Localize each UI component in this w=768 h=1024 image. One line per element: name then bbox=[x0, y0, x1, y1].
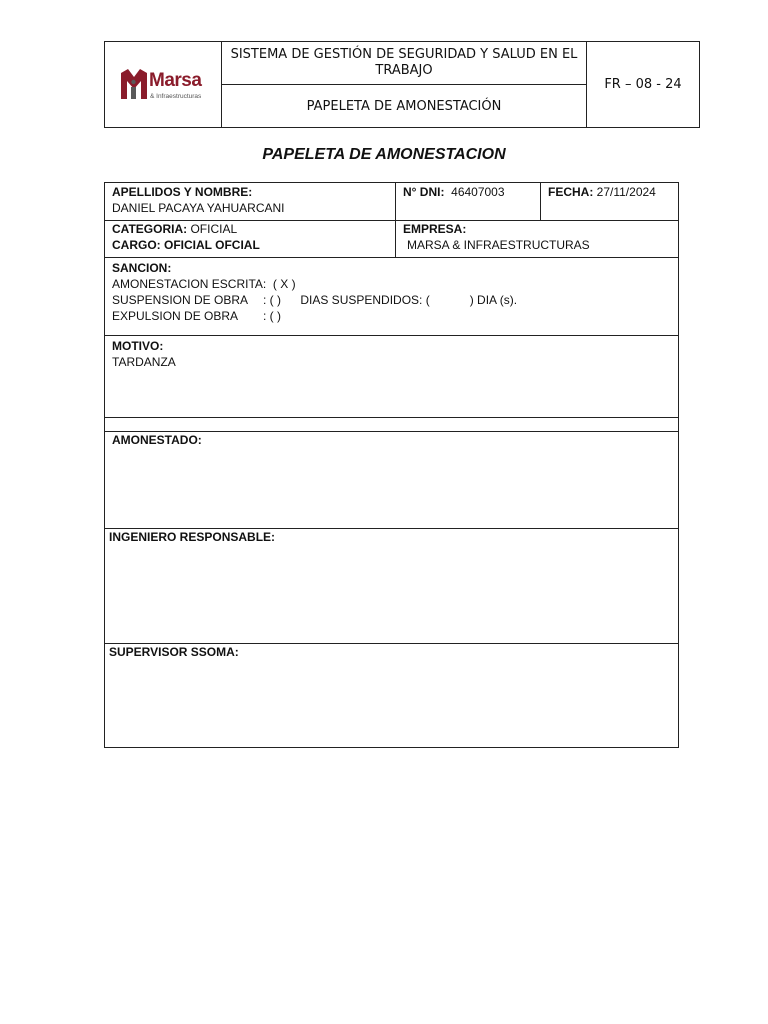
category-cell bbox=[105, 221, 396, 257]
sanction-written-line bbox=[112, 276, 671, 292]
sanction-expulsion-line bbox=[112, 308, 671, 324]
logo-cell bbox=[105, 42, 222, 127]
row-supervisor-signature bbox=[105, 644, 678, 747]
engineer-cell bbox=[105, 529, 678, 643]
company-logo bbox=[119, 67, 214, 107]
sanction-written-text: AMONESTACION ESCRITA: bbox=[112, 277, 267, 291]
dni-label: N° DNI: bbox=[403, 185, 445, 199]
sanction-cell bbox=[105, 258, 678, 335]
position-label: CARGO: bbox=[112, 238, 161, 252]
dni-value: 46407003 bbox=[451, 185, 505, 199]
warned-label: AMONESTADO: bbox=[112, 433, 202, 447]
reason-value: TARDANZA bbox=[112, 355, 176, 369]
sanction-written-mark: ( X ) bbox=[272, 277, 296, 291]
sanction-suspension-mark: : ( ) bbox=[263, 293, 281, 307]
engineer-label: INGENIERO RESPONSABLE: bbox=[109, 530, 276, 544]
row-reason bbox=[105, 336, 678, 418]
warned-cell bbox=[105, 432, 678, 528]
name-label: APELLIDOS Y NOMBRE: bbox=[112, 185, 253, 199]
sanction-days-text: DIAS SUSPENDIDOS: ( ) DIA (s). bbox=[300, 293, 518, 307]
sanction-suspension-line bbox=[112, 292, 671, 308]
sanction-suspension-text: SUSPENSION DE OBRA bbox=[112, 293, 249, 307]
dni-cell bbox=[396, 183, 541, 220]
category-value: OFICIAL bbox=[190, 222, 238, 236]
row-identity bbox=[105, 183, 678, 221]
date-cell bbox=[541, 183, 678, 220]
logo-wordmark: Marsa bbox=[149, 70, 202, 91]
row-engineer-signature bbox=[105, 529, 678, 644]
sanction-expulsion-mark: : ( ) bbox=[263, 309, 281, 323]
name-cell bbox=[105, 183, 396, 220]
reason-cell bbox=[105, 336, 678, 417]
supervisor-label: SUPERVISOR SSOMA: bbox=[109, 645, 239, 659]
supervisor-cell bbox=[105, 644, 678, 747]
date-value: 27/11/2024 bbox=[596, 185, 656, 199]
system-title: SISTEMA DE GESTIÓN DE SEGURIDAD Y SALUD EN EL TRABAJO bbox=[222, 42, 587, 85]
position-value: OFICIAL OFCIAL bbox=[164, 238, 260, 252]
sanction-label: SANCION: bbox=[112, 261, 172, 275]
sanction-expulsion-text: EXPULSION DE OBRA bbox=[112, 309, 239, 323]
company-value: MARSA & INFRAESTRUCTURAS bbox=[407, 238, 590, 252]
form-name: PAPELETA DE AMONESTACIÓN bbox=[222, 85, 587, 127]
name-value: DANIEL PACAYA YAHUARCANI bbox=[112, 201, 285, 215]
document-code: FR – 08 - 24 bbox=[604, 77, 682, 92]
document-header bbox=[104, 41, 700, 128]
row-sanction bbox=[105, 258, 678, 336]
date-label: FECHA: bbox=[548, 185, 594, 199]
row-warned-signature bbox=[105, 432, 678, 529]
company-cell bbox=[396, 221, 678, 257]
reason-label: MOTIVO: bbox=[112, 339, 164, 353]
logo-mark-icon bbox=[119, 67, 149, 101]
row-category bbox=[105, 221, 678, 258]
page-title: PAPELETA DE AMONESTACION bbox=[262, 146, 506, 163]
logo-subtext: & Infraestructuras bbox=[150, 93, 202, 100]
spacer-row bbox=[105, 418, 678, 432]
category-label: CATEGORIA: bbox=[112, 222, 188, 236]
company-label: EMPRESA: bbox=[403, 222, 467, 236]
warning-form bbox=[104, 182, 679, 748]
